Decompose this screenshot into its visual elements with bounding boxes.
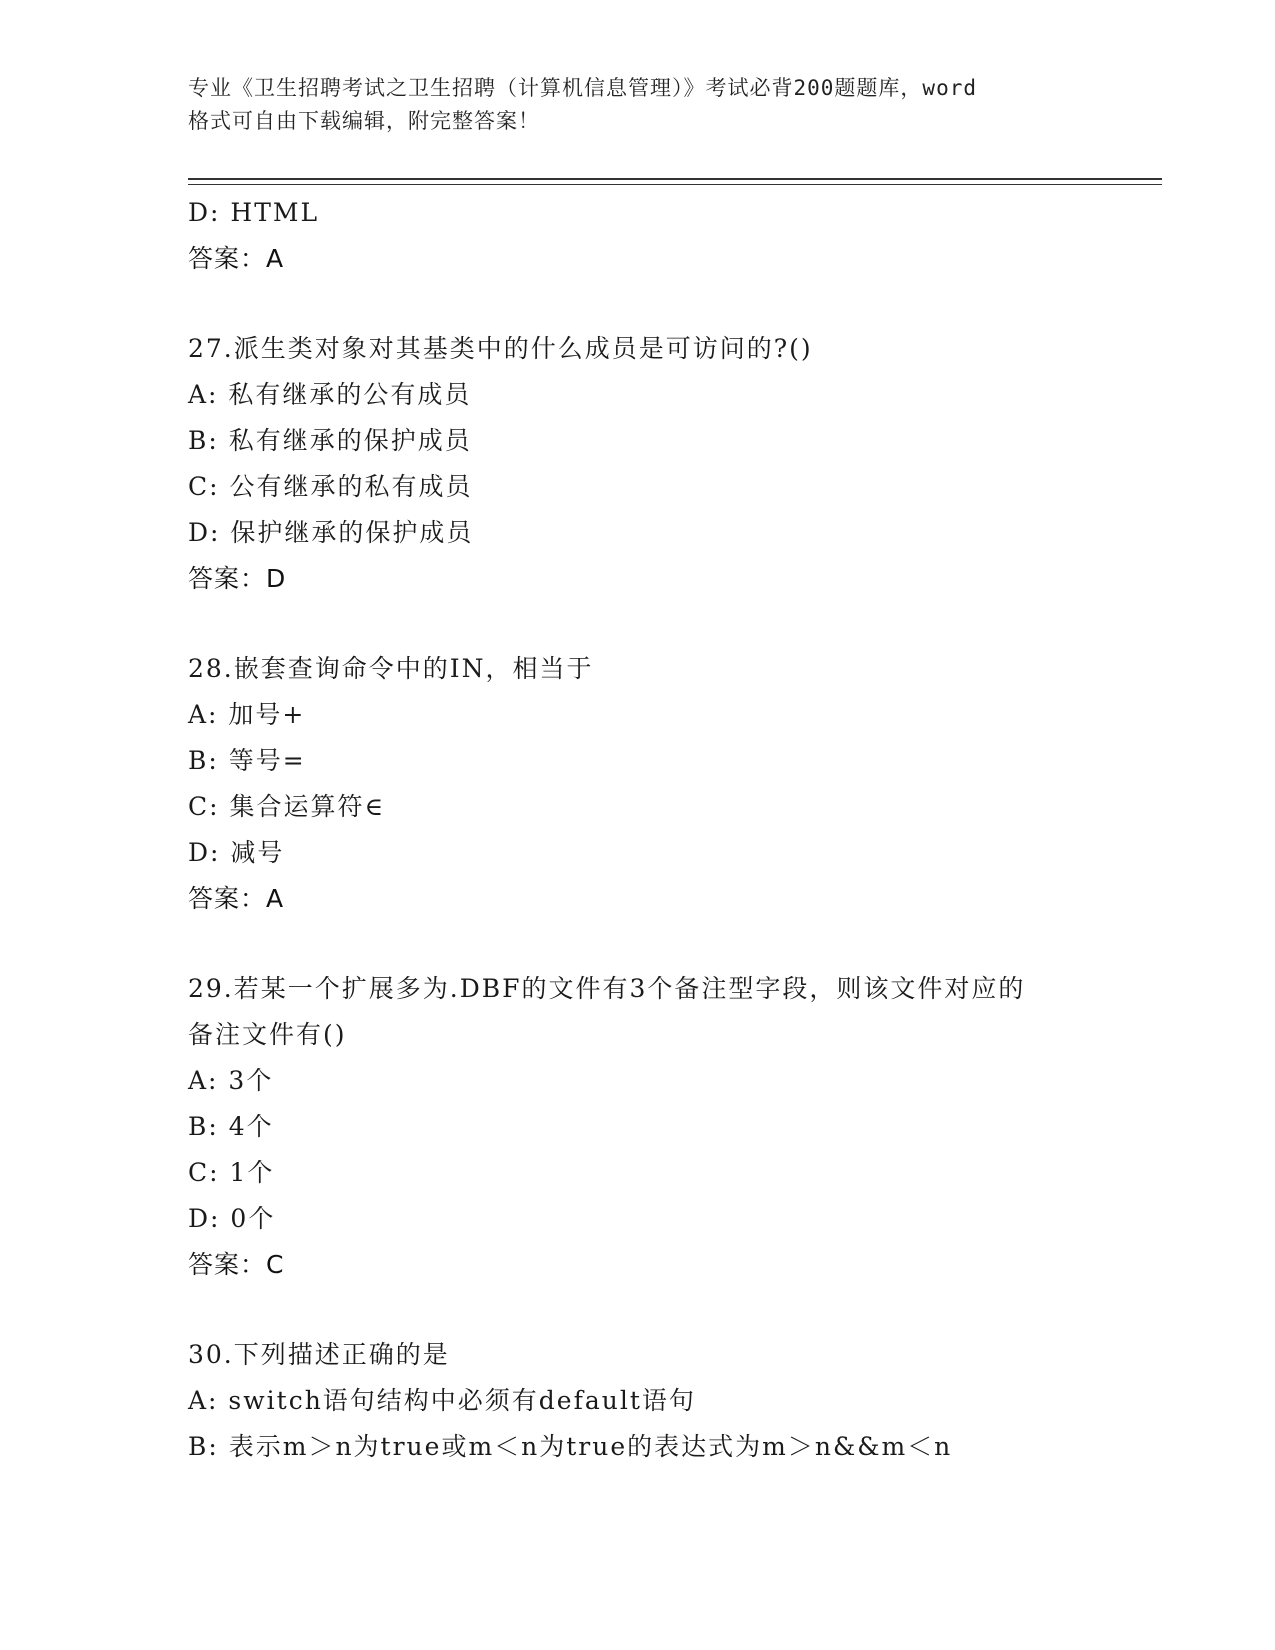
question-27 xyxy=(188,326,1128,602)
option-c: C: 公有继承的私有成员 xyxy=(188,472,473,501)
option-a: A: switch语句结构中必须有default语句 xyxy=(188,1386,696,1415)
option-d: D: 保护继承的保护成员 xyxy=(188,518,474,547)
header-divider-thin xyxy=(188,184,1162,185)
question-stem-line-1: 29.若某一个扩展多为.DBF的文件有3个备注型字段，则该文件对应的 xyxy=(188,974,1026,1003)
option-a: A: 3个 xyxy=(188,1066,274,1095)
question-29 xyxy=(188,966,1128,1288)
spacer xyxy=(188,602,1128,646)
option-c: C: 1个 xyxy=(188,1158,275,1187)
question-content xyxy=(188,190,1128,1470)
option-c: C: 集合运算符∈ xyxy=(188,792,386,821)
option-b: B: 等号= xyxy=(188,746,306,775)
header-line-1: 专业《卫生招聘考试之卫生招聘（计算机信息管理）》考试必背200题题库，word xyxy=(188,76,977,100)
option-b: B: 表示m＞n为true或m＜n为true的表达式为m＞n&&m＜n xyxy=(188,1432,953,1461)
header-line-2: 格式可自由下载编辑，附完整答案！ xyxy=(188,109,540,133)
answer-line: 答案：A xyxy=(188,884,285,913)
question-stem-line-2: 备注文件有() xyxy=(188,1020,347,1049)
question-28 xyxy=(188,646,1128,922)
question-stem: 27.派生类对象对其基类中的什么成员是可访问的?() xyxy=(188,334,813,363)
option-b: B: 私有继承的保护成员 xyxy=(188,426,472,455)
question-30 xyxy=(188,1332,1128,1470)
option-a: A: 私有继承的公有成员 xyxy=(188,380,472,409)
question-26-tail xyxy=(188,190,1128,282)
answer-line: 答案：C xyxy=(188,1250,285,1279)
option-a: A: 加号+ xyxy=(188,700,306,729)
question-stem: 28.嵌套查询命令中的IN，相当于 xyxy=(188,654,594,683)
option-d: D: 0个 xyxy=(188,1204,276,1233)
spacer xyxy=(188,282,1128,326)
question-stem: 30.下列描述正确的是 xyxy=(188,1340,450,1369)
option-d: D: HTML xyxy=(188,198,320,227)
answer-line: 答案：D xyxy=(188,564,287,593)
spacer xyxy=(188,1288,1128,1332)
spacer xyxy=(188,922,1128,966)
option-d: D: 减号 xyxy=(188,838,285,867)
option-b: B: 4个 xyxy=(188,1112,274,1141)
answer-line: 答案：A xyxy=(188,244,285,273)
document-header xyxy=(188,72,1108,138)
header-divider-thick xyxy=(188,178,1162,180)
